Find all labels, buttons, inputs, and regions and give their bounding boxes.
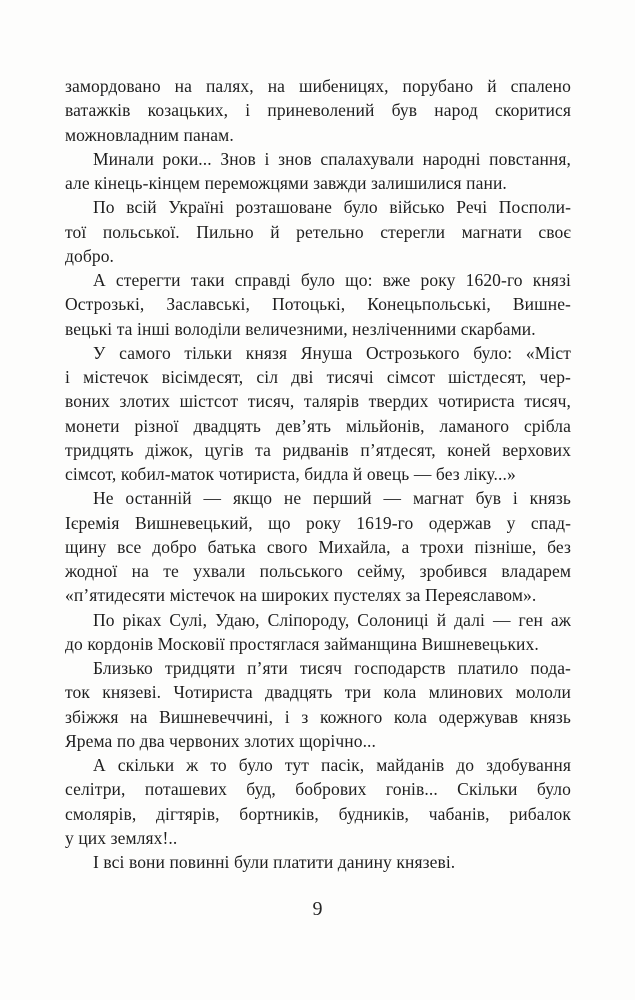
text-line: Не останній — якщо не перший — магнат був і князь [93,488,571,509]
text-line: і містечок вісімдесят, сіл дві тисячі сімсот шістдесят, чер- [65,367,571,387]
paragraph [65,656,571,753]
page-number: 9 [312,898,323,920]
text-line: до кордонів Московії простяглася займанщина Вишневецьких. [65,633,539,654]
paragraph [65,195,571,268]
text-line: А скільки ж то було тут пасік, майданів до здобування [93,755,571,775]
text-line: У самого тільки князя Януша Острозького було: «Міст [93,342,571,363]
paragraph [65,268,571,341]
text-line: І всі вони повинні були платити данину князеві. [93,852,456,872]
text-line: щину все добро батька свого Михайла, а трохи пізніше, без [65,536,571,557]
paragraph [65,608,571,657]
text-line: По всій Україні розташоване було військо Речі Посполи- [93,197,571,218]
text-line: тої польської. Пильно й ретельно стерегли магнати своє [65,221,571,242]
text-line: ток князеві. Чотириста двадцять три кола млинових мололи [65,682,571,703]
text-line: монети різної двадцять дев’ять мільйонів, ламаного срібла [65,415,571,436]
page-text-block [65,74,571,874]
paragraph [65,850,571,874]
text-line: у цих землях!.. [65,827,178,848]
text-line: тридцять діжок, цугів та ридванів п’ятдесят, коней верхових [65,439,571,460]
paragraph [65,74,571,147]
text-line: А стерегти таки справді було що: вже року 1620-го князі [93,270,571,290]
text-line: жодної на те ухвали польського сейму, зробився владарем [65,561,571,581]
text-line: добро. [65,245,115,266]
paragraph [65,753,571,850]
text-line: Минали роки... Знов і знов спалахували народні повстання, [93,148,571,169]
text-line: По ріках Сулі, Удаю, Сліпороду, Солониці й далі — ген аж [93,609,571,630]
paragraph [65,147,571,196]
text-line: збіжжя на Вишневеччині, і з кожного кола одержував князь [65,706,571,727]
text-line: замордовано на палях, на шибеницях, порубано й спалено [65,76,571,96]
text-line: вецькі та інші володіли величезними, незліченними скарбами. [65,318,536,339]
text-line: але кінець-кінцем переможцями завжди залишилися пани. [65,173,507,193]
text-line: Ярема по два червоних злотих щорічно... [65,730,377,751]
text-line: смолярів, дігтярів, бортників, будників, чабанів, рибалок [65,803,571,824]
text-line: «п’ятидесяти містечок на широких пустелях за Переяславом». [65,585,537,606]
paragraph [65,486,571,607]
text-line: сімсот, кобил-маток чотириста, бидла й овець — без ліку...» [65,464,516,484]
text-line: ватажків козацьких, і приневолений був народ скоритися [65,100,571,121]
text-line: Ієремія Вишневецький, що року 1619-го одержав у спад- [65,512,571,533]
text-line: Близько тридцяти п’яти тисяч господарств платило пода- [93,658,571,678]
text-line: Острозькі, Заславські, Потоцькі, Конецьпольські, Вишне- [65,294,571,315]
text-line: можновладним панам. [65,124,234,145]
paragraph [65,341,571,487]
text-line: воних злотих шістсот тисяч, талярів твердих чотириста тисяч, [65,391,571,412]
text-line: селітри, поташевих буд, бобрових гонів... Скільки було [65,779,571,800]
